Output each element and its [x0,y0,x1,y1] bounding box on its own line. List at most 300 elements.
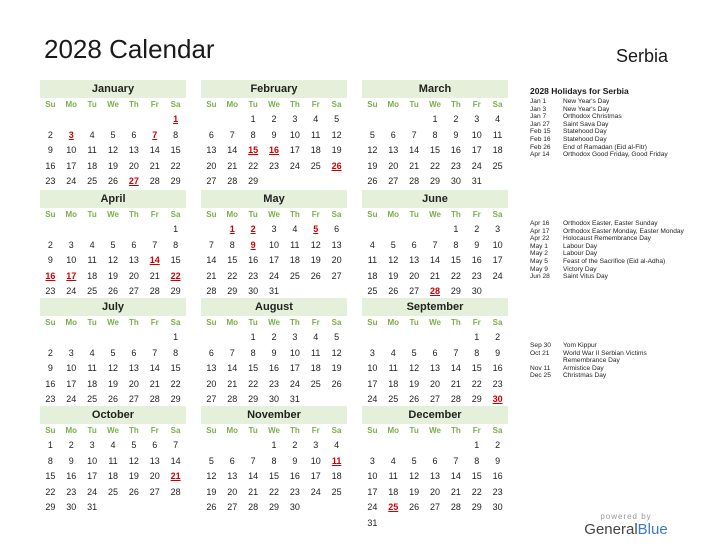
day-cell: 26 [206,502,217,512]
day-cell: 18 [310,363,321,373]
day-cell: 7 [453,347,459,358]
month-4 [201,190,347,300]
day-cell: 17 [367,378,378,389]
weekday-label: Mo [387,426,400,435]
month-6 [40,298,186,423]
holiday-day-cell: 30 [492,394,503,404]
day-cell: 31 [87,502,98,512]
day-cell: 20 [128,270,139,281]
holiday-date: Jan 1 [530,98,547,105]
day-cell: 19 [409,378,420,389]
day-cell: 9 [271,347,277,358]
day-cell: 19 [409,486,420,497]
weekday-label: Tu [409,318,419,327]
holiday-item [530,365,690,373]
day-cell: 19 [107,160,118,171]
weekday-label: Sa [170,100,181,109]
empty-day-cell [425,330,446,346]
holiday-name: Orthodox Easter Monday, Easter Monday [563,227,684,235]
empty-day-cell [383,222,404,238]
holiday-date: Apr 17 [530,227,550,235]
day-cell: 22 [471,378,482,389]
day-cell: 5 [110,239,116,250]
day-cell: 31 [268,286,279,296]
day-cell: 30 [471,286,482,296]
weekday-label: Fr [472,100,481,109]
day-cell: 14 [450,363,461,373]
day-cell: 9 [453,129,459,140]
weekday-label: Tu [409,210,419,219]
holiday-name: Yom Kippur [563,342,597,349]
empty-day-cell [404,438,425,454]
empty-day-cell [40,222,61,238]
day-cell: 29 [471,502,482,512]
day-cell: 3 [292,332,298,342]
day-cell: 7 [432,239,438,250]
day-cell: 8 [474,347,480,358]
weekday-label: Tu [87,100,97,109]
empty-day-cell [103,222,124,238]
day-cell: 18 [107,471,118,481]
day-cell: 4 [89,129,95,140]
day-cell: 10 [268,239,279,250]
day-cell: 22 [429,160,440,171]
holiday-date: Jan 3 [530,105,547,113]
weekday-label: Mo [65,210,78,219]
day-cell: 22 [450,270,461,281]
empty-day-cell [404,112,425,128]
day-cell: 31 [289,394,300,404]
weekday-label: Su [367,100,378,109]
day-cell: 14 [450,471,461,481]
day-cell: 12 [107,145,118,155]
day-cell: 10 [471,129,482,140]
holiday-group [530,220,690,281]
day-cell: 5 [411,347,417,358]
day-cell: 25 [388,394,399,404]
day-cell: 14 [409,145,420,155]
month-9 [40,406,186,516]
brand-logo [584,521,668,538]
day-cell: 26 [367,176,378,186]
powered-by-text: powered by [600,512,652,521]
weekday-label: Th [289,100,300,109]
day-cell: 22 [471,486,482,497]
day-cell: 15 [450,255,461,265]
day-cell: 17 [471,145,482,155]
day-cell: 9 [495,347,501,358]
day-cell: 1 [432,114,438,124]
weekday-label: We [107,426,119,435]
day-cell: 21 [149,378,160,389]
day-cell: 19 [206,486,217,497]
weekday-label: We [107,318,119,327]
day-cell: 18 [331,471,342,481]
day-cell: 16 [45,160,56,171]
holiday-date: May 1 [530,242,548,250]
weekday-label: Fr [150,100,159,109]
holiday-name: Armistice Day [563,364,604,372]
day-cell: 13 [128,145,139,155]
empty-day-cell [82,222,103,238]
day-cell: 10 [289,347,300,358]
day-cell: 30 [248,286,259,296]
weekday-label: Su [367,210,378,219]
day-cell: 24 [87,486,98,497]
day-cell: 6 [152,440,158,450]
day-cell: 17 [66,160,77,171]
month-10 [201,406,347,516]
weekday-label: Sa [492,210,503,219]
weekday-label: Sa [492,318,503,327]
day-cell: 24 [289,160,300,171]
day-cell: 3 [89,440,95,450]
day-cell: 4 [89,239,95,250]
day-cell: 12 [409,471,420,481]
day-cell: 22 [248,378,259,389]
day-cell: 13 [409,255,420,265]
day-cell: 21 [149,270,160,281]
holiday-item [530,250,690,258]
day-cell: 10 [367,363,378,373]
day-cell: 14 [429,255,440,265]
day-cell: 4 [110,440,116,450]
empty-day-cell [404,330,425,346]
empty-day-cell [144,330,165,346]
month-header: November [201,406,347,424]
day-cell: 26 [331,378,342,389]
day-cell: 22 [248,160,259,171]
day-cell: 13 [331,239,342,250]
holiday-date: Apr 16 [530,220,550,227]
month-header: March [362,80,508,98]
day-cell: 2 [495,440,501,450]
day-cell: 25 [310,160,321,171]
empty-day-cell [61,112,82,128]
month-11 [362,406,508,531]
day-cell: 14 [248,471,259,481]
holiday-name: New Year's Day [563,98,610,105]
weekday-label: Mo [65,426,78,435]
day-cell: 10 [492,239,503,250]
day-cell: 10 [289,129,300,140]
holiday-list [530,86,690,380]
day-cell: 7 [152,347,158,358]
weekday-label: We [268,318,280,327]
day-cell: 10 [310,455,321,466]
day-cell: 2 [47,129,53,140]
weekday-label: We [268,210,280,219]
weekday-label: We [268,100,280,109]
weekday-label: Mo [226,210,239,219]
holiday-day-cell: 7 [152,129,158,140]
month-days-grid [362,98,508,190]
holiday-item [530,372,690,380]
holiday-name: Orthodox Good Friday, Good Friday [563,151,668,159]
day-cell: 9 [292,455,298,466]
day-cell: 12 [206,471,217,481]
empty-day-cell [123,330,144,346]
day-cell: 10 [87,455,98,466]
weekday-label: Sa [331,318,342,327]
month-2 [362,80,508,190]
day-cell: 23 [45,176,56,186]
day-cell: 19 [331,363,342,373]
day-cell: 3 [68,347,74,358]
day-cell: 29 [170,286,181,296]
day-cell: 7 [411,129,417,140]
holiday-day-cell: 26 [331,160,342,171]
day-cell: 16 [248,255,259,265]
day-cell: 4 [313,332,319,342]
weekday-label: Sa [492,426,503,435]
empty-day-cell [82,112,103,128]
day-cell: 15 [170,363,181,373]
day-cell: 18 [492,145,503,155]
day-cell: 29 [429,176,440,186]
day-cell: 21 [227,160,238,171]
day-cell: 17 [268,255,279,265]
weekday-label: Tu [248,210,258,219]
empty-day-cell [362,438,383,454]
holiday-item [530,258,690,266]
holiday-item [530,151,690,159]
day-cell: 2 [47,239,53,250]
month-header: May [201,190,347,208]
weekday-label: Th [450,100,461,109]
brand-general: General [584,521,638,538]
holiday-item [530,98,690,106]
day-cell: 19 [367,160,378,171]
day-cell: 24 [471,160,482,171]
day-cell: 9 [47,363,53,373]
day-cell: 25 [367,286,378,296]
day-cell: 2 [292,440,298,450]
day-cell: 1 [271,440,277,450]
holiday-date: Jan 27 [530,120,550,128]
empty-day-cell [222,330,243,346]
day-cell: 20 [429,378,440,389]
day-cell: 10 [66,145,77,155]
holiday-date: Feb 15 [530,128,551,136]
day-cell: 20 [388,160,399,171]
day-cell: 22 [170,160,181,171]
weekday-label: Fr [472,210,481,219]
holiday-item [530,266,690,274]
holiday-day-cell: 2 [250,224,256,234]
holiday-item [530,220,690,228]
day-cell: 24 [289,378,300,389]
day-cell: 15 [170,255,181,265]
day-cell: 20 [206,160,217,171]
holiday-day-cell: 17 [66,270,77,281]
day-cell: 28 [227,394,238,404]
weekday-label: Th [128,426,139,435]
day-cell: 10 [66,255,77,265]
day-cell: 26 [409,502,420,512]
day-cell: 30 [268,394,279,404]
weekday-label: Su [206,318,217,327]
day-cell: 8 [173,347,179,358]
day-cell: 22 [268,486,279,497]
empty-day-cell [201,112,222,128]
weekday-label: Mo [387,100,400,109]
day-cell: 14 [227,145,238,155]
day-cell: 2 [495,332,501,342]
month-days-grid [201,98,347,190]
holiday-date: May 2 [530,250,548,258]
holiday-item [530,144,690,152]
day-cell: 23 [248,270,259,281]
weekday-label: Fr [311,318,320,327]
day-cell: 24 [268,270,279,281]
day-cell: 12 [310,239,321,250]
day-cell: 14 [170,455,181,466]
holiday-date: Jun 28 [530,273,550,281]
holiday-day-cell: 15 [248,145,259,155]
holiday-date: Apr 14 [530,151,550,159]
weekday-label: Tu [87,210,97,219]
month-3 [40,190,186,315]
empty-day-cell [222,438,243,454]
day-cell: 7 [229,347,235,358]
day-cell: 4 [334,440,340,450]
day-cell: 7 [173,440,179,450]
empty-day-cell [445,438,466,454]
day-cell: 7 [229,129,235,140]
day-cell: 11 [87,363,97,373]
day-cell: 23 [289,486,300,497]
weekday-label: Th [289,426,300,435]
day-cell: 26 [107,176,118,186]
day-cell: 16 [492,471,503,481]
day-cell: 18 [388,378,399,389]
day-cell: 20 [429,486,440,497]
weekday-label: Th [128,210,139,219]
weekday-label: Mo [226,100,239,109]
day-cell: 12 [128,455,139,466]
month-header: October [40,406,186,424]
holiday-date: Dec 25 [530,372,551,380]
day-cell: 7 [152,239,158,250]
empty-day-cell [201,438,222,454]
day-cell: 4 [390,347,396,358]
holiday-day-cell: 1 [229,224,235,234]
day-cell: 10 [367,471,378,481]
day-cell: 25 [87,394,98,404]
month-header: January [40,80,186,98]
day-cell: 18 [367,270,378,281]
day-cell: 17 [310,471,321,481]
day-cell: 3 [292,114,298,124]
day-cell: 14 [149,363,160,373]
weekday-label: Th [450,318,461,327]
day-cell: 25 [310,378,321,389]
weekday-label: Sa [331,426,342,435]
day-cell: 15 [227,255,238,265]
weekday-label: Sa [170,426,181,435]
day-cell: 18 [87,270,98,281]
weekday-label: Th [289,210,300,219]
day-cell: 29 [471,394,482,404]
day-cell: 4 [369,239,375,250]
day-cell: 8 [229,239,235,250]
day-cell: 30 [66,502,77,512]
holiday-item [530,342,690,350]
holiday-name: Labour Day [563,250,598,258]
day-cell: 29 [170,394,181,404]
day-cell: 18 [289,255,300,265]
weekday-label: Sa [492,100,503,109]
day-cell: 6 [432,347,438,358]
empty-day-cell [201,330,222,346]
day-cell: 17 [87,471,98,481]
holiday-day-cell: 16 [268,145,279,155]
weekday-label: Su [45,318,56,327]
day-cell: 3 [369,455,375,466]
weekday-label: Fr [150,426,159,435]
day-cell: 13 [429,471,440,481]
day-cell: 8 [432,129,438,140]
empty-day-cell [40,330,61,346]
holiday-day-cell: 11 [331,455,342,466]
day-cell: 15 [471,471,482,481]
day-cell: 3 [271,224,277,234]
day-cell: 6 [131,239,137,250]
day-cell: 4 [390,455,396,466]
day-cell: 7 [250,455,256,466]
day-cell: 30 [289,502,300,512]
holiday-item [530,243,690,251]
day-cell: 26 [128,486,139,497]
day-cell: 24 [367,502,378,512]
holiday-name: Holocaust Remembrance Day [563,235,651,243]
day-cell: 20 [149,471,160,481]
weekday-label: Su [45,100,56,109]
month-0 [40,80,186,205]
day-cell: 7 [453,455,459,466]
day-cell: 12 [107,363,118,373]
day-cell: 16 [268,363,279,373]
weekday-label: We [107,210,119,219]
empty-day-cell [144,112,165,128]
day-cell: 4 [292,224,298,234]
day-cell: 17 [367,486,378,497]
day-cell: 13 [429,363,440,373]
day-cell: 24 [367,394,378,404]
day-cell: 8 [173,239,179,250]
empty-day-cell [243,438,264,454]
day-cell: 1 [453,224,459,234]
month-days-grid [362,424,508,531]
day-cell: 25 [289,270,300,281]
day-cell: 21 [149,160,160,171]
day-cell: 21 [450,486,461,497]
day-cell: 23 [45,286,56,296]
empty-day-cell [61,330,82,346]
day-cell: 21 [206,270,217,281]
day-cell: 1 [250,332,256,342]
month-days-grid [40,98,186,205]
day-cell: 18 [87,378,98,389]
day-cell: 28 [227,176,238,186]
day-cell: 17 [492,255,503,265]
day-cell: 26 [107,394,118,404]
day-cell: 16 [289,471,300,481]
day-cell: 27 [206,176,217,186]
day-cell: 28 [248,502,259,512]
day-cell: 25 [107,486,118,497]
